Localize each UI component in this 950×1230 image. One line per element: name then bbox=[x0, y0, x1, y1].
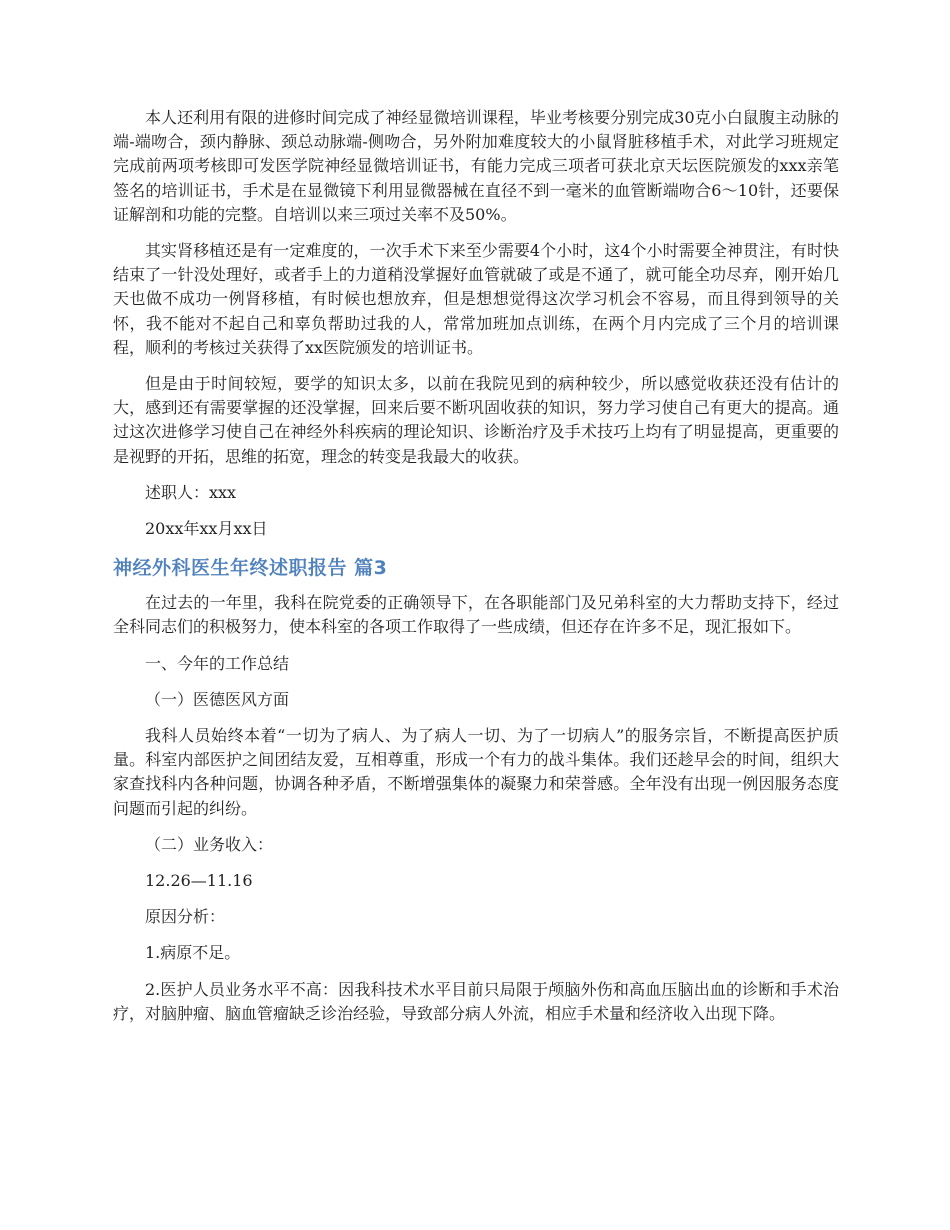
intro-paragraph: 在过去的一年里，我科在院党委的正确领导下，在各职能部门及兄弟科室的大力帮助支持下，经过全科同志们的积极努力，使本科室的各项工作取得了一些成绩，但还存在许多不足，现汇报如下。 bbox=[113, 593, 839, 637]
section-heading: 神经外科医生年终述职报告 篇3 bbox=[113, 557, 388, 580]
date-line: 20xx年xx月xx日 bbox=[145, 519, 268, 539]
section-item: 一、今年的工作总结 bbox=[145, 653, 290, 673]
signature-line: 述职人：xxx bbox=[145, 482, 237, 502]
analysis-label: 原因分析： bbox=[145, 907, 226, 927]
subsection-item: （二）业务收入： bbox=[145, 834, 274, 854]
body-paragraph: 本人还利用有限的进修时间完成了神经显微培训课程，毕业考核要分别完成30克小白鼠腹主动脉的端-端吻合，颈内静脉、颈总动脉端-侧吻合，另外附加难度较大的小鼠肾脏移植手术，对此学习班规定完成前两项考核即可发医学院神经显微培训证书，有能力完成三项者可获北京天坛医院颁发的xxx亲笔签名的培训证书，手术是在显微镜下利用显微器械在直径不到一毫米的血管断端吻合6～10针，还要保证解剖和功能的完整。自培训以来三项过关率不及50%。 bbox=[113, 108, 839, 224]
body-paragraph: 我科人员始终本着“一切为了病人、为了病人一切、为了一切病人”的服务宗旨，不断提高医护质量。科室内部医护之间团结友爱，互相尊重，形成一个有力的战斗集体。我们还趁早会的时间，组织大家查找科内各种问题，协调各种矛盾，不断增强集体的凝聚力和荣誉感。全年没有出现一例因服务态度问题而引起的纠纷。 bbox=[113, 726, 839, 818]
reason-item: 1.病原不足。 bbox=[145, 943, 241, 963]
body-paragraph: 其实肾移植还是有一定难度的，一次手术下来至少需要4个小时，这4个小时需要全神贯注，有时快结束了一针没处理好，或者手上的力道稍没掌握好血管就破了或是不通了，就可能全功尽弃，刚开始几天也做不成功一例肾移植，有时候也想放弃，但是想想觉得这次学习机会不容易，而且得到领导的关怀，我不能对不起自己和辜负帮助过我的人，常常加班加点训练，在两个月内完成了三个月的培训课程，顺利的考核过关获得了xx医院颁发的培训证书。 bbox=[113, 241, 839, 357]
document-page bbox=[113, 106, 839, 1038]
subsection-item: （一）医德医风方面 bbox=[145, 689, 290, 709]
date-range: 12.26—11.16 bbox=[145, 871, 253, 891]
body-paragraph: 但是由于时间较短，要学的知识太多，以前在我院见到的病种较少，所以感觉收获还没有估计的大，感到还有需要掌握的还没掌握，回来后要不断巩固收获的知识，努力学习使自己有更大的提高。通过这次进修学习使自己在神经外科疾病的理论知识、诊断治疗及手术技巧上均有了明显提高，更重要的是视野的开拓，思维的拓宽，理念的转变是我最大的收获。 bbox=[113, 374, 839, 466]
reason-item: 2.医护人员业务水平不高：因我科技术水平目前只局限于颅脑外伤和高血压脑出血的诊断和手术治疗，对脑肿瘤、脑血管瘤缺乏诊治经验，导致部分病人外流，相应手术量和经济收入出现下降。 bbox=[113, 979, 839, 1023]
